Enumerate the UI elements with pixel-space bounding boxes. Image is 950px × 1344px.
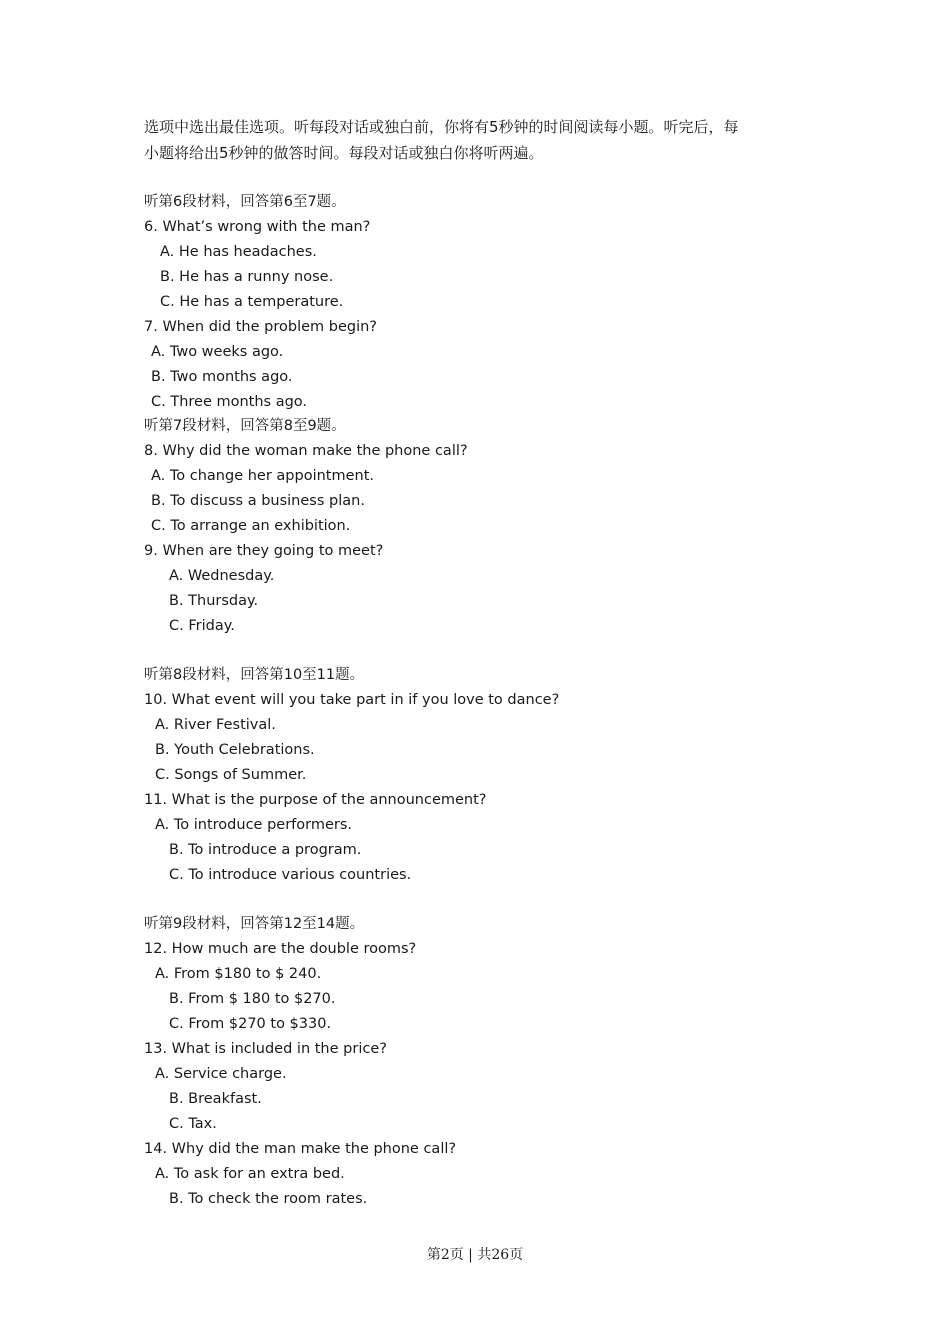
answer-option: C. Songs of Summer.	[155, 767, 307, 783]
answer-option: C. Tax.	[169, 1116, 217, 1132]
instructions-line: 小题将给出5秒钟的做答时间。每段对话或独白你将听两遍。	[144, 144, 544, 162]
answer-option: A. Two weeks ago.	[151, 344, 284, 360]
answer-option: B. To check the room rates.	[169, 1191, 368, 1207]
answer-option: B. From $ 180 to $270.	[169, 991, 336, 1007]
answer-option: B. Thursday.	[169, 593, 259, 609]
instructions-paragraph	[144, 114, 814, 166]
answer-option: A. Wednesday.	[169, 568, 275, 584]
answer-option: C. Three months ago.	[151, 394, 308, 410]
question-text: 9. When are they going to meet?	[144, 543, 384, 559]
answer-option: B. To introduce a program.	[169, 842, 362, 858]
section-heading: 听第7段材料，回答第8至9题。	[144, 418, 346, 434]
question-text: 11. What is the purpose of the announcement?	[144, 792, 487, 808]
answer-option: C. To arrange an exhibition.	[151, 518, 351, 534]
question-text: 14. Why did the man make the phone call?	[144, 1141, 457, 1157]
question-text: 7. When did the problem begin?	[144, 319, 377, 335]
answer-option: C. To introduce various countries.	[169, 867, 412, 883]
question-text: 13. What is included in the price?	[144, 1041, 387, 1057]
answer-option: A. He has headaches.	[160, 244, 317, 260]
answer-option: A. To change her appointment.	[151, 468, 375, 484]
answer-option: A. River Festival.	[155, 717, 276, 733]
answer-option: B. Breakfast.	[169, 1091, 262, 1107]
answer-option: C. He has a temperature.	[160, 294, 344, 310]
question-text: 10. What event will you take part in if you love to dance?	[144, 692, 560, 708]
answer-option: C. Friday.	[169, 618, 235, 634]
answer-option: A. To introduce performers.	[155, 817, 353, 833]
answer-option: C. From $270 to $330.	[169, 1016, 332, 1032]
answer-option: B. Youth Celebrations.	[155, 742, 315, 758]
section-heading: 听第8段材料，回答第10至11题。	[144, 667, 365, 683]
answer-option: A. From $180 to $ 240.	[155, 966, 322, 982]
answer-option: B. Two months ago.	[151, 369, 293, 385]
question-text: 8. Why did the woman make the phone call?	[144, 443, 468, 459]
section-heading: 听第6段材料，回答第6至7题。	[144, 194, 346, 210]
answer-option: A. Service charge.	[155, 1066, 287, 1082]
answer-option: B. To discuss a business plan.	[151, 493, 365, 509]
instructions-line: 选项中选出最佳选项。听每段对话或独白前，你将有5秒钟的时间阅读每小题。听完后，每	[144, 118, 739, 136]
question-text: 6. What’s wrong with the man?	[144, 219, 371, 235]
section-heading: 听第9段材料，回答第12至14题。	[144, 916, 365, 932]
answer-option: B. He has a runny nose.	[160, 269, 334, 285]
answer-option: A. To ask for an extra bed.	[155, 1166, 345, 1182]
page-footer: 第2页 | 共26页	[426, 1247, 524, 1263]
question-text: 12. How much are the double rooms?	[144, 941, 417, 957]
